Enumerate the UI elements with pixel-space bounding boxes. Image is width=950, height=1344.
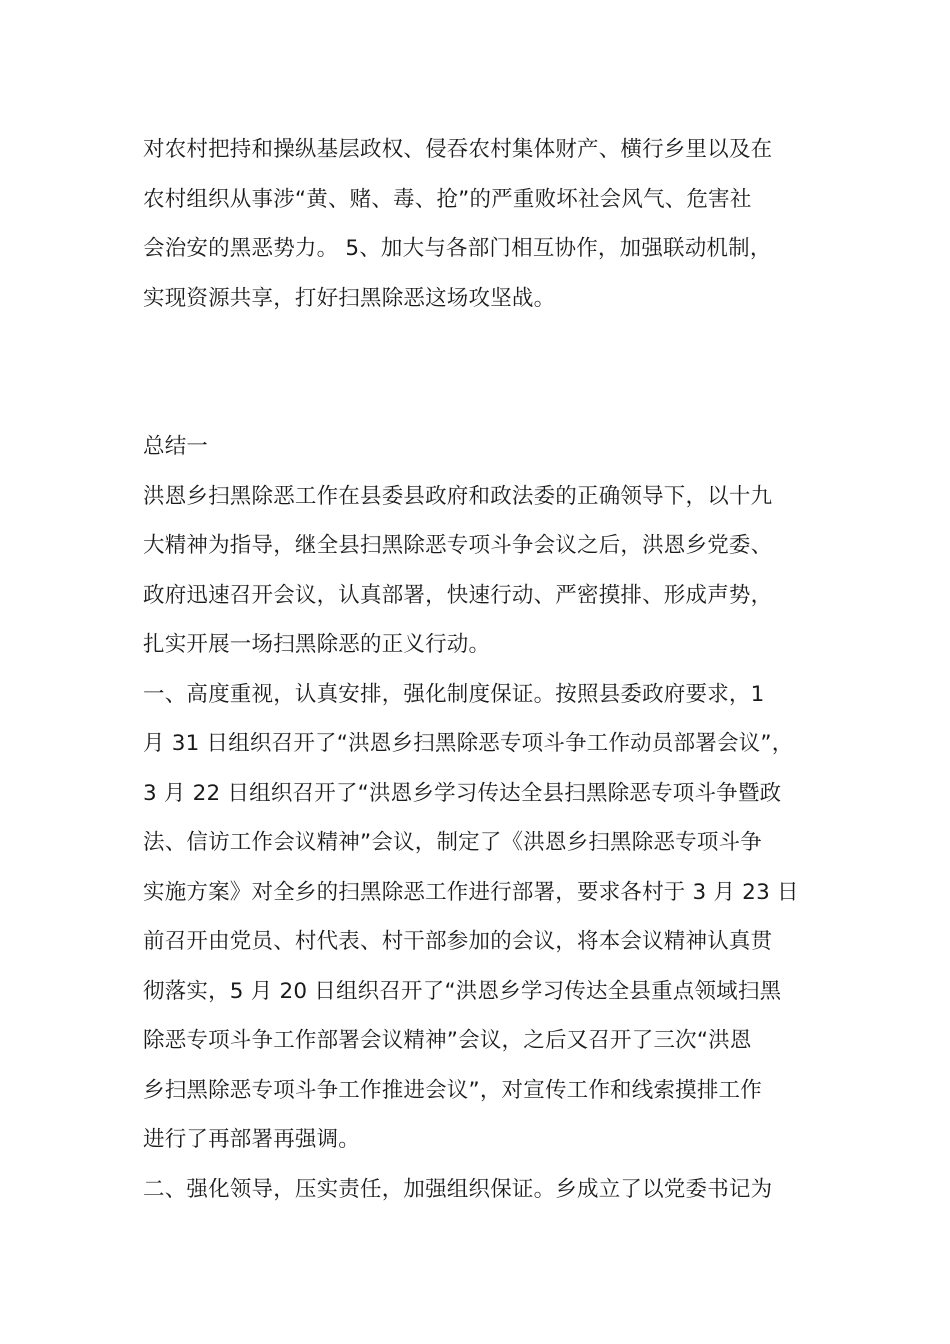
- summary-section: [143, 435, 823, 1227]
- text-line: 会治安的黑恶势力。 5、加大与各部门相互协作，加强联动机制，: [143, 236, 772, 261]
- text-line: 前召开由党员、村代表、村干部参加的会议，将本会议精神认真贯: [143, 929, 773, 954]
- text-line: 彻落实，5 月 20 日组织召开了“洪恩乡学习传达全县重点领域扫黑: [143, 978, 782, 1004]
- text-line: 大精神为指导，继全县扫黑除恶专项斗争会议之后，洪恩乡党委、: [143, 533, 773, 558]
- text-line: 二、强化领导，压实责任，加强组织保证。乡成立了以党委书记为: [143, 1176, 773, 1202]
- text-line: 法、信访工作会议精神”会议，制定了《洪恩乡扫黑除恶专项斗争: [143, 830, 762, 855]
- text-line: 实施方案》对全乡的扫黑除恶工作进行部署，要求各村于 3 月 23 日: [143, 879, 799, 905]
- text-line: 月 31 日组织召开了“洪恩乡扫黑除恶专项斗争工作动员部署会议”，: [143, 731, 794, 756]
- top-paragraph: [143, 138, 823, 336]
- text-line: 实现资源共享，打好扫黑除恶这场攻坚战。: [143, 285, 556, 311]
- text-line: 政府迅速召开会议，认真部署，快速行动、严密摸排、形成声势，: [143, 582, 773, 608]
- text-line: 3 月 22 日组织召开了“洪恩乡学习传达全县扫黑除恶专项斗争暨政: [143, 780, 782, 806]
- text-line: 洪恩乡扫黑除恶工作在县委县政府和政法委的正确领导下，以十九: [143, 483, 773, 509]
- section-heading: 总结一: [143, 434, 209, 459]
- text-line: 扎实开展一场扫黑除恶的正义行动。: [143, 632, 491, 657]
- text-line: 一、高度重视，认真安排，强化制度保证。按照县委政府要求，1: [143, 681, 765, 707]
- text-line: 对农村把持和操纵基层政权、侵吞农村集体财产、横行乡里以及在: [143, 137, 773, 162]
- text-line: 除恶专项斗争工作部署会议精神”会议，之后又召开了三次“洪恩: [143, 1028, 752, 1053]
- text-line: 农村组织从事涉“黄、赌、毒、抢”的严重败坏社会风气、危害社: [143, 186, 752, 212]
- text-line: 进行了再部署再强调。: [143, 1127, 361, 1152]
- text-line: 乡扫黑除恶专项斗争工作推进会议”，对宣传工作和线索摸排工作: [143, 1077, 762, 1103]
